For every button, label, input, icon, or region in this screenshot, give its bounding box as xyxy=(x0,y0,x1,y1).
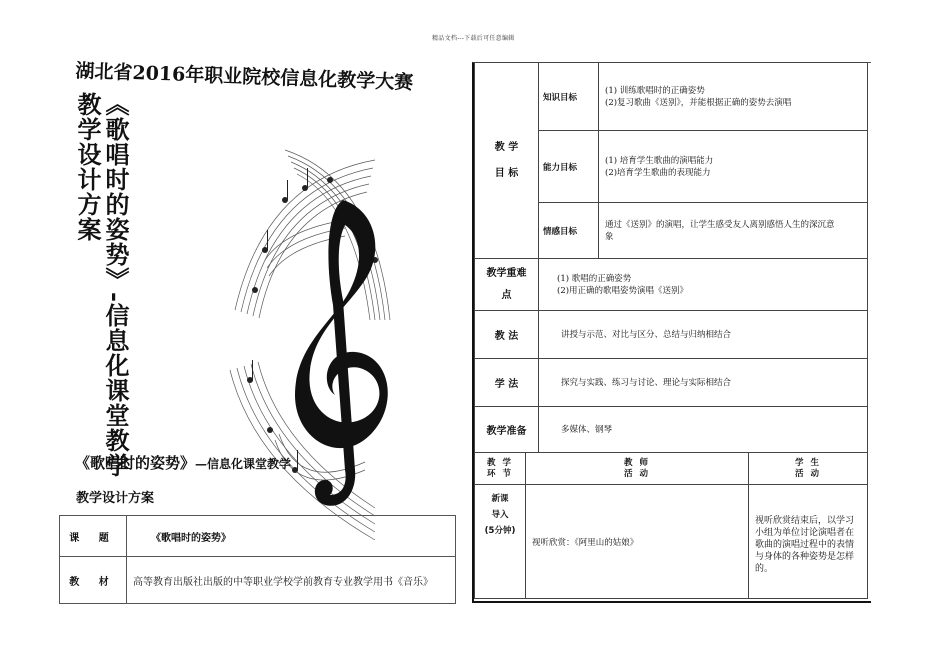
knowledge-goal-value xyxy=(599,63,868,131)
stage-line2: 导入 xyxy=(491,510,509,520)
stage-header-line2: 环 节 xyxy=(487,468,513,479)
emotion-goal-2: 象 xyxy=(605,231,614,242)
stage-line1: 新课 xyxy=(491,494,509,504)
topic-value: 《歌唱时的姿势》 xyxy=(127,516,456,557)
key-points-label xyxy=(475,259,539,311)
key-points-label-line2: 点 xyxy=(501,289,512,301)
student-column-header xyxy=(749,453,868,485)
stage-header-line1: 教 学 xyxy=(487,457,513,468)
student-header-line2: 活 动 xyxy=(795,468,821,479)
lesson-info-table xyxy=(59,515,456,604)
treble-clef-music-illustration xyxy=(225,140,395,560)
emotion-goal-label: 情感目标 xyxy=(539,203,599,259)
key-point-2: (2)用正确的歌唱姿势演唱《送别》 xyxy=(557,285,689,296)
vertical-title-lesson: 《歌唱时的姿势》-信息化课堂教学 xyxy=(101,92,130,478)
song-title-suffix: —信息化课堂教学 xyxy=(195,457,292,471)
ability-goal-value xyxy=(599,131,868,203)
emotion-goal-value xyxy=(599,203,868,259)
topic-label: 课 题 xyxy=(60,516,127,557)
learning-method-value: 探究与实践、练习与讨论、理论与实际相结合 xyxy=(539,359,868,407)
knowledge-goal-label: 知识目标 xyxy=(539,63,599,131)
table-row xyxy=(60,557,456,604)
emotion-goal-1: 通过《送别》的演唱，让学生感受友人离别感悟人生的深沉意 xyxy=(605,219,835,230)
table-row xyxy=(475,311,868,359)
teaching-goals-table xyxy=(474,62,868,259)
song-title: 《歌唱时的姿势》 xyxy=(75,454,196,472)
teaching-method-value: 讲授与示范、对比与区分、总结与归纳相结合 xyxy=(539,311,868,359)
key-points-value xyxy=(539,259,868,311)
header-note: 精品文档---下载后可任意编辑 xyxy=(432,35,515,42)
contest-title: 湖北省2016年职业院校信息化教学大赛 xyxy=(75,59,414,94)
table-row xyxy=(475,359,868,407)
goals-section-label xyxy=(475,63,539,259)
student-header-line1: 学 生 xyxy=(795,457,821,468)
teacher-header-line2: 活 动 xyxy=(624,468,650,479)
song-subtitle xyxy=(75,452,291,473)
learning-method-label: 学 法 xyxy=(475,359,539,407)
student-activity: 视听欣赏结束后，以学习小组为单位讨论演唱者在歌曲的演唱过程中的表情与身体的各种姿势是怎样的。 xyxy=(749,485,868,599)
teaching-method-label: 教 法 xyxy=(475,311,539,359)
textbook-label: 教 材 xyxy=(60,557,127,604)
activities-table xyxy=(474,452,868,599)
table-row xyxy=(475,259,868,311)
key-point-1: (1) 歌唱的正确姿势 xyxy=(557,273,632,284)
teacher-column-header xyxy=(526,453,749,485)
ability-goal-1: (1) 培育学生歌曲的演唱能力 xyxy=(605,155,714,166)
goals-label-line1: 教 学 xyxy=(494,141,519,153)
stage-line3: (5分钟) xyxy=(484,526,516,536)
plan-label: 教学设计方案 xyxy=(76,491,155,506)
table-row xyxy=(475,453,868,485)
knowledge-goal-1: (1) 训练歌唱时的正确姿势 xyxy=(605,85,705,96)
teacher-activity: 视听欣赏：《阿里山的姑娘》 xyxy=(526,485,749,599)
preparation-label: 教学准备 xyxy=(475,407,539,453)
table-row xyxy=(475,407,868,453)
preparation-value: 多媒体、钢琴 xyxy=(539,407,868,453)
table-row xyxy=(475,485,868,599)
table-row xyxy=(60,516,456,557)
stage-column-header xyxy=(475,453,526,485)
teaching-method-table xyxy=(474,258,868,453)
ability-goal-label: 能力目标 xyxy=(539,131,599,203)
stage-cell xyxy=(475,485,526,599)
teacher-header-line1: 教 师 xyxy=(624,457,650,468)
knowledge-goal-2: (2)复习歌曲《送别》，并能根据正确的姿势去演唱 xyxy=(605,97,792,108)
textbook-value: 高等教育出版社出版的中等职业学校学前教育专业教学用书《音乐》 xyxy=(127,557,456,604)
table-row xyxy=(475,63,868,131)
goals-label-line2: 目 标 xyxy=(494,167,519,179)
key-points-label-line1: 教学重难 xyxy=(486,267,527,279)
ability-goal-2: (2)培育学生歌曲的表现能力 xyxy=(605,167,711,178)
vertical-title-plan: 教学设计方案 xyxy=(73,92,102,242)
